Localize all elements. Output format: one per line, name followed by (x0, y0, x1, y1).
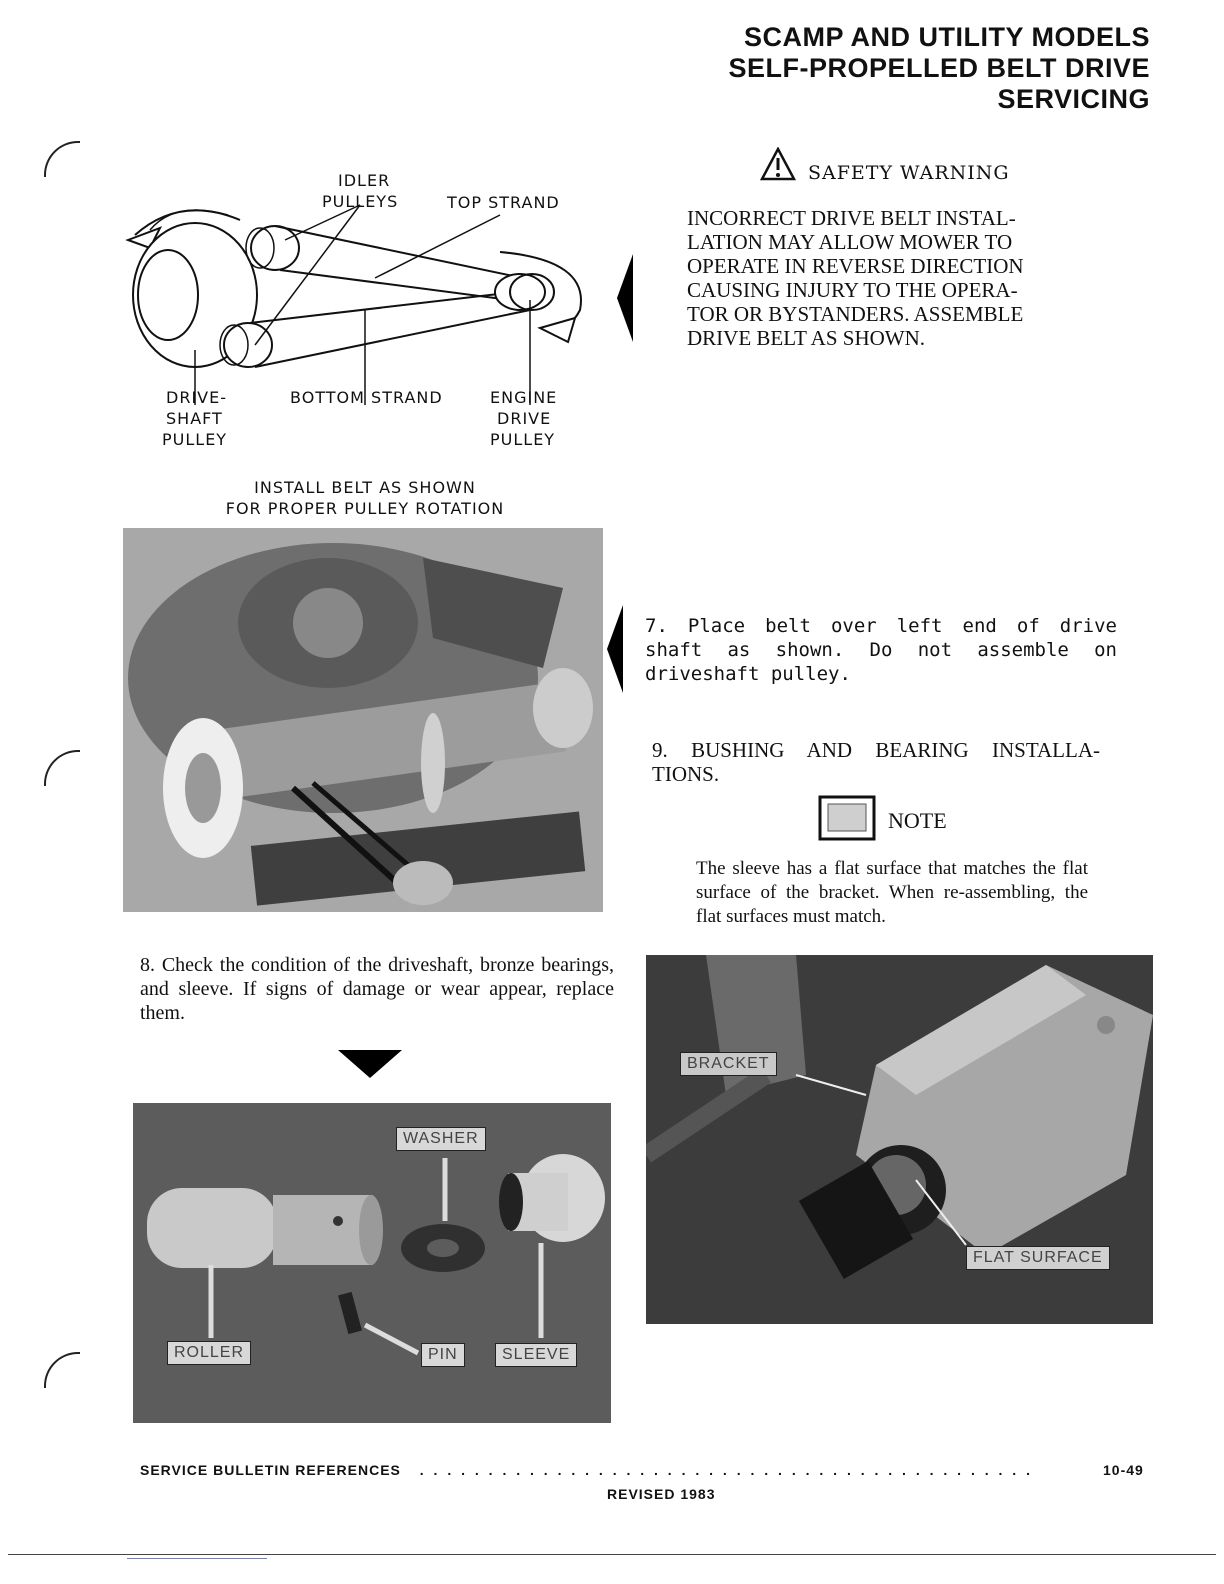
service-bulletin-references: SERVICE BULLETIN REFERENCES (140, 1462, 401, 1478)
safety-line: TOR OR BYSTANDERS. ASSEMBLE (687, 302, 1024, 326)
note-text: The sleeve has a flat surface that matches the flat surface of the bracket. When re-assembling, the flat surfaces must match. (696, 858, 1088, 927)
note-heading (818, 795, 978, 841)
mower-photo-illustration (123, 528, 603, 912)
bottom-rule-accent (127, 1558, 267, 1559)
safety-line: LATION MAY ALLOW MOWER TO (687, 230, 1013, 254)
label-bottom-strand: BOTTOM STRAND (290, 388, 443, 407)
safety-warning-title: SAFETY WARNING (808, 162, 1010, 184)
label-pulleys: PULLEYS (322, 192, 399, 211)
safety-line: INCORRECT DRIVE BELT INSTAL- (687, 206, 1016, 230)
label-pin: PIN (421, 1343, 465, 1367)
binder-hole-mark (44, 141, 80, 177)
footer-leader-dots: . . . . . . . . . . . . . . . . . . . . . . . . . . . . . . . . . . . . . . . . . . . . . (419, 1462, 1033, 1478)
binder-hole-mark (44, 1352, 80, 1388)
note-label: NOTE (888, 808, 947, 833)
label-shaft: SHAFT (166, 409, 223, 428)
revised-date: REVISED 1983 (607, 1486, 716, 1502)
mower-photo (123, 528, 603, 912)
safety-line: DRIVE BELT AS SHOWN. (687, 326, 926, 350)
step-9-heading (652, 738, 1100, 786)
label-roller: ROLLER (167, 1341, 251, 1365)
header-line-3: SERVICING (997, 84, 1150, 114)
step-9-line-1: 9. BUSHING AND BEARING INSTALLA- (652, 738, 1100, 762)
header-line-1: SCAMP AND UTILITY MODELS (743, 22, 1150, 52)
parts-photo (133, 1103, 611, 1423)
note-box-icon (818, 795, 876, 841)
step-7-text: 7. Place belt over left end of drive shaft as shown. Do not assemble on driveshaft pulley. (645, 615, 1117, 685)
diagram-caption-line-2: FOR PROPER PULLEY ROTATION (225, 499, 505, 518)
belt-diagram (120, 160, 590, 520)
page-number: 10-49 (1103, 1462, 1144, 1478)
belt-diagram-drawing (120, 200, 590, 410)
bracket-photo (646, 955, 1153, 1324)
warning-triangle-icon (760, 147, 796, 181)
footer-references (140, 1462, 1033, 1478)
label-sleeve: SLEEVE (495, 1343, 577, 1367)
label-engine-drive: DRIVE (497, 409, 552, 428)
label-drive: DRIVE- (166, 388, 227, 407)
down-arrow-icon (338, 1048, 402, 1080)
bottom-rule (8, 1554, 1216, 1555)
margin-marker-icon (607, 605, 623, 693)
safety-warning-heading (760, 147, 1060, 183)
label-idler: IDLER (338, 171, 391, 190)
parts-photo-illustration (133, 1103, 611, 1423)
binder-hole-mark (44, 750, 80, 786)
margin-marker-icon (617, 254, 633, 342)
safety-warning-body (687, 206, 1107, 350)
label-top-strand: TOP STRAND (447, 193, 560, 212)
step-8-text: 8. Check the condition of the driveshaft, bronze bearings, and sleeve. If signs of damage or wear appear, replace them. (140, 954, 614, 1024)
label-engine: ENGINE (490, 388, 558, 407)
label-flat-surface: FLAT SURFACE (966, 1246, 1110, 1270)
diagram-caption (120, 477, 610, 519)
safety-line: OPERATE IN REVERSE DIRECTION (687, 254, 1024, 278)
label-engine-pulley: PULLEY (490, 430, 556, 449)
diagram-caption-line-1: INSTALL BELT AS SHOWN (254, 478, 476, 497)
label-bracket: BRACKET (680, 1052, 777, 1076)
page-header (728, 22, 1150, 115)
label-pulley: PULLEY (162, 430, 228, 449)
header-line-2: SELF-PROPELLED BELT DRIVE (728, 53, 1150, 83)
label-washer: WASHER (396, 1127, 486, 1151)
safety-line: CAUSING INJURY TO THE OPERA- (687, 278, 1018, 302)
step-9-line-2: TIONS. (652, 762, 720, 786)
